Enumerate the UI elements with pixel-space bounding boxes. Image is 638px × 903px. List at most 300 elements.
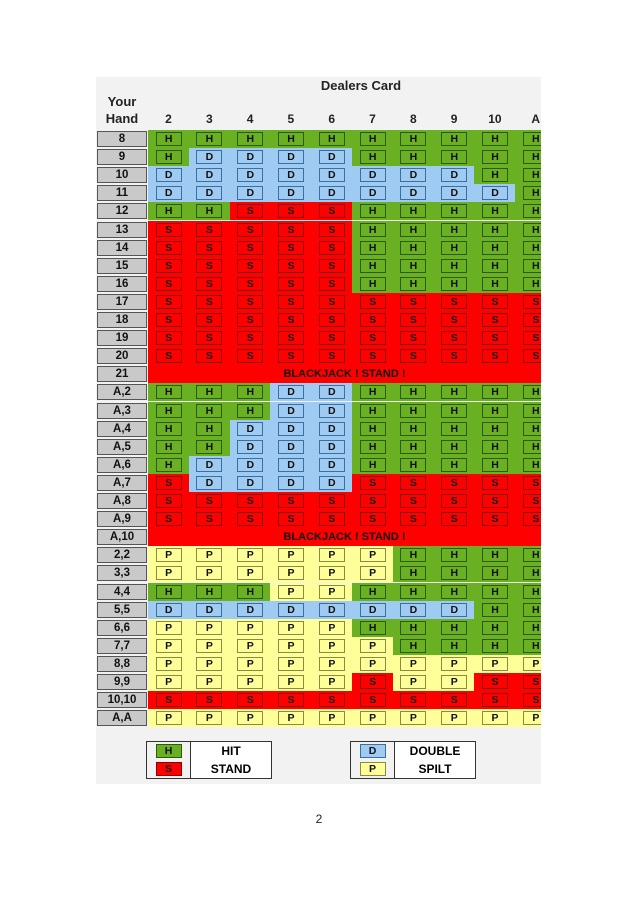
hand-label: 20 [97, 348, 147, 364]
strategy-cell [230, 311, 271, 329]
strategy-cell [393, 420, 434, 438]
action-code: H [360, 150, 386, 164]
action-code: S [156, 259, 182, 273]
strategy-cell [434, 564, 475, 582]
strategy-cell [311, 130, 352, 148]
dealer-card-header: 3 [205, 112, 213, 126]
strategy-cell [434, 492, 475, 510]
action-code: D [196, 150, 222, 164]
action-code: H [523, 385, 541, 399]
action-code: H [237, 385, 263, 399]
hand-label: A,2 [97, 384, 147, 400]
action-code: S [156, 512, 182, 526]
strategy-cell [189, 257, 230, 275]
action-code: H [360, 259, 386, 273]
action-code: S [319, 259, 345, 273]
dealer-card-header: 8 [409, 112, 417, 126]
action-code: P [319, 657, 345, 671]
action-code: S [319, 313, 345, 327]
hand-label: 13 [97, 222, 147, 238]
action-code: D [278, 603, 304, 617]
strategy-cell [474, 709, 515, 727]
strategy-cell [189, 673, 230, 691]
strategy-cell [230, 383, 271, 401]
strategy-cell [311, 239, 352, 257]
action-code: S [400, 494, 426, 508]
action-code: H [400, 621, 426, 635]
action-code: P [196, 675, 222, 689]
strategy-cell [311, 492, 352, 510]
action-code: S [523, 295, 541, 309]
strategy-cell [270, 709, 311, 727]
hand-label: 9 [97, 149, 147, 165]
action-code: H [360, 385, 386, 399]
strategy-cell [270, 492, 311, 510]
hand-label: A,8 [97, 493, 147, 509]
action-code: S [156, 494, 182, 508]
strategy-cell [148, 637, 189, 655]
strategy-cell [189, 383, 230, 401]
action-code: S [441, 494, 467, 508]
strategy-cell [148, 456, 189, 474]
strategy-cell [474, 474, 515, 492]
strategy-cell [393, 583, 434, 601]
strategy-cell [189, 130, 230, 148]
strategy-cell [311, 438, 352, 456]
strategy-cell [515, 673, 541, 691]
action-code: D [319, 422, 345, 436]
action-code: S [278, 223, 304, 237]
action-code: H [400, 566, 426, 580]
action-code: D [360, 603, 386, 617]
strategy-cell [270, 474, 311, 492]
strategy-cell [474, 257, 515, 275]
action-code: H [523, 277, 541, 291]
strategy-cell [311, 619, 352, 637]
strategy-cell [515, 402, 541, 420]
action-code: D [400, 603, 426, 617]
action-code: H [156, 458, 182, 472]
strategy-cell [230, 202, 271, 220]
action-code: H [441, 422, 467, 436]
action-code: H [156, 385, 182, 399]
action-code: D [237, 422, 263, 436]
hand-label: 17 [97, 294, 147, 310]
action-code: D [196, 458, 222, 472]
strategy-cell [311, 221, 352, 239]
action-code: H [400, 440, 426, 454]
action-code: S [278, 512, 304, 526]
strategy-cell [311, 673, 352, 691]
strategy-cell [434, 221, 475, 239]
hand-label: 10,10 [97, 692, 147, 708]
strategy-cell [352, 709, 393, 727]
strategy-cell [270, 619, 311, 637]
action-code: P [360, 566, 386, 580]
strategy-cell [474, 691, 515, 709]
legend-label-split: SPILT [395, 760, 475, 778]
action-code: H [196, 385, 222, 399]
action-code: S [400, 349, 426, 363]
action-code: H [196, 422, 222, 436]
action-code: D [278, 476, 304, 490]
strategy-cell [352, 510, 393, 528]
strategy-cell [148, 130, 189, 148]
action-code: P [278, 675, 304, 689]
action-code: H [400, 385, 426, 399]
dealer-card-header: 5 [287, 112, 295, 126]
strategy-cell [474, 601, 515, 619]
strategy-cell [515, 619, 541, 637]
strategy-cell [311, 637, 352, 655]
action-code: H [523, 241, 541, 255]
legend-item-stand [147, 760, 271, 778]
action-code: H [441, 458, 467, 472]
action-code: D [278, 150, 304, 164]
action-code: H [237, 132, 263, 146]
strategy-cell [311, 275, 352, 293]
strategy-cell [393, 474, 434, 492]
action-code: D [196, 186, 222, 200]
strategy-cell [434, 673, 475, 691]
strategy-cell [474, 311, 515, 329]
strategy-cell [270, 637, 311, 655]
strategy-cell [230, 166, 271, 184]
hand-label: A,4 [97, 421, 147, 437]
strategy-cell [434, 275, 475, 293]
strategy-cell [148, 293, 189, 311]
action-code: P [156, 548, 182, 562]
strategy-cell [515, 148, 541, 166]
action-code: H [482, 241, 508, 255]
action-code: S [237, 349, 263, 363]
action-code: D [278, 422, 304, 436]
action-code: H [400, 259, 426, 273]
action-code: H [523, 548, 541, 562]
action-code: H [441, 241, 467, 255]
strategy-cell [189, 492, 230, 510]
legend-swatch-stand: S [147, 760, 191, 778]
strategy-cell [474, 583, 515, 601]
strategy-cell [189, 239, 230, 257]
strategy-cell [474, 275, 515, 293]
your-hand-label-bottom: Hand [105, 111, 139, 126]
action-code: D [400, 186, 426, 200]
action-code: P [400, 657, 426, 671]
action-code: P [196, 566, 222, 580]
action-code: H [482, 204, 508, 218]
strategy-cell [434, 130, 475, 148]
strategy-cell [474, 564, 515, 582]
action-code: D [319, 150, 345, 164]
dealer-card-header: 6 [328, 112, 336, 126]
strategy-cell [434, 456, 475, 474]
action-code: P [319, 548, 345, 562]
action-code: H [400, 585, 426, 599]
hand-label: 5,5 [97, 602, 147, 618]
strategy-cell [393, 221, 434, 239]
action-code: S [319, 349, 345, 363]
action-code: P [196, 621, 222, 635]
action-code: H [482, 639, 508, 653]
strategy-cell [189, 166, 230, 184]
action-code: S [523, 494, 541, 508]
strategy-cell [515, 257, 541, 275]
action-code: S [482, 693, 508, 707]
action-code: P [319, 621, 345, 635]
strategy-cell [148, 420, 189, 438]
strategy-cell [434, 184, 475, 202]
action-code: S [196, 512, 222, 526]
strategy-cell [311, 402, 352, 420]
action-code: S [156, 241, 182, 255]
action-code: H [482, 277, 508, 291]
strategy-cell [434, 239, 475, 257]
action-code: P [196, 711, 222, 725]
strategy-cell [352, 655, 393, 673]
hand-label: A,9 [97, 511, 147, 527]
action-code: H [360, 458, 386, 472]
strategy-cell [515, 709, 541, 727]
action-code: S [196, 223, 222, 237]
strategy-cell [230, 583, 271, 601]
strategy-cell [352, 221, 393, 239]
action-code: H [523, 168, 541, 182]
action-code: P [278, 639, 304, 653]
strategy-cell [270, 239, 311, 257]
action-code: H [196, 404, 222, 418]
strategy-cell [352, 329, 393, 347]
strategy-cell [230, 637, 271, 655]
action-code: S [278, 241, 304, 255]
action-code: H [441, 277, 467, 291]
action-code: P [156, 639, 182, 653]
strategy-cell [474, 619, 515, 637]
strategy-cell [148, 329, 189, 347]
strategy-cell [352, 311, 393, 329]
strategy-cell [515, 383, 541, 401]
strategy-cell [311, 383, 352, 401]
strategy-cell [474, 637, 515, 655]
strategy-cell [474, 347, 515, 365]
strategy-cell [474, 239, 515, 257]
action-code: P [278, 711, 304, 725]
action-code: D [319, 404, 345, 418]
action-code: D [156, 168, 182, 182]
action-code: D [237, 476, 263, 490]
action-code: P [196, 639, 222, 653]
strategy-cell [352, 492, 393, 510]
action-code: H [156, 422, 182, 436]
action-code: D [278, 168, 304, 182]
action-code: S [441, 349, 467, 363]
hand-label: A,7 [97, 475, 147, 491]
strategy-cell [515, 601, 541, 619]
action-code: S [360, 313, 386, 327]
action-code: S [482, 331, 508, 345]
legend-label-double: DOUBLE [395, 742, 475, 760]
strategy-cell [270, 601, 311, 619]
strategy-cell [434, 709, 475, 727]
action-code: P [441, 711, 467, 725]
action-code: S [237, 512, 263, 526]
strategy-cell [393, 619, 434, 637]
action-code: S [523, 675, 541, 689]
action-code: H [441, 385, 467, 399]
action-code: H [400, 223, 426, 237]
strategy-cell [352, 166, 393, 184]
action-code: D [237, 458, 263, 472]
strategy-cell [230, 438, 271, 456]
action-code: H [441, 639, 467, 653]
action-code: P [400, 711, 426, 725]
strategy-cell [352, 202, 393, 220]
strategy-cell [515, 655, 541, 673]
strategy-cell [189, 420, 230, 438]
strategy-cell [311, 148, 352, 166]
strategy-cell [434, 546, 475, 564]
action-code: S [237, 277, 263, 291]
action-code: S [400, 331, 426, 345]
strategy-cell [434, 583, 475, 601]
strategy-cell [393, 709, 434, 727]
action-code: D [319, 385, 345, 399]
strategy-cell [230, 619, 271, 637]
action-code: D [441, 603, 467, 617]
action-code: S [400, 693, 426, 707]
strategy-cell [434, 257, 475, 275]
action-code: H [482, 132, 508, 146]
action-code: H [482, 566, 508, 580]
action-code: H [441, 404, 467, 418]
strategy-cell [311, 329, 352, 347]
action-code: H [400, 150, 426, 164]
hand-label: 15 [97, 258, 147, 274]
strategy-cell [393, 293, 434, 311]
strategy-cell [515, 311, 541, 329]
action-code: D [237, 186, 263, 200]
strategy-cell [352, 691, 393, 709]
strategy-cell [515, 130, 541, 148]
strategy-cell [270, 383, 311, 401]
action-code: S [196, 295, 222, 309]
strategy-cell [474, 184, 515, 202]
strategy-cell [393, 673, 434, 691]
action-code: P [237, 548, 263, 562]
dealer-card-header: A [531, 112, 541, 126]
strategy-cell [434, 329, 475, 347]
legend-swatch-double: D [351, 742, 395, 760]
action-code: S [319, 223, 345, 237]
blackjack-stand-banner [148, 365, 541, 383]
strategy-cell [515, 239, 541, 257]
strategy-cell [515, 420, 541, 438]
legend-item-double [351, 742, 475, 760]
action-code: S [360, 476, 386, 490]
dealer-card-header: 7 [369, 112, 376, 126]
strategy-cell [311, 456, 352, 474]
strategy-cell [352, 420, 393, 438]
hand-label: 7,7 [97, 638, 147, 654]
action-code: S [196, 313, 222, 327]
strategy-cell [148, 709, 189, 727]
strategy-cell [515, 474, 541, 492]
strategy-cell [230, 673, 271, 691]
action-code: S [360, 331, 386, 345]
strategy-cell [311, 709, 352, 727]
action-code: P [156, 657, 182, 671]
strategy-cell [270, 184, 311, 202]
action-code: S [278, 277, 304, 291]
strategy-cell [148, 311, 189, 329]
strategy-cell [189, 184, 230, 202]
strategy-cell [230, 402, 271, 420]
action-code: H [400, 422, 426, 436]
legend-label-stand: STAND [191, 760, 271, 778]
action-code: P [237, 566, 263, 580]
strategy-cell [393, 347, 434, 365]
action-code: H [523, 585, 541, 599]
strategy-cell [474, 673, 515, 691]
hand-label: 2,2 [97, 547, 147, 563]
action-code: D [441, 168, 467, 182]
action-code: S [237, 693, 263, 707]
action-code: S [237, 259, 263, 273]
hand-label: 6,6 [97, 620, 147, 636]
strategy-cell [393, 239, 434, 257]
action-code: S [400, 512, 426, 526]
strategy-cell [189, 709, 230, 727]
strategy-cell [515, 438, 541, 456]
strategy-cell [311, 601, 352, 619]
strategy-cell [148, 691, 189, 709]
strategy-cell [270, 655, 311, 673]
strategy-cell [474, 510, 515, 528]
action-code: S [360, 295, 386, 309]
strategy-cell [230, 275, 271, 293]
strategy-cell [515, 347, 541, 365]
strategy-cell [311, 202, 352, 220]
action-code: P [482, 657, 508, 671]
strategy-cell [311, 166, 352, 184]
action-code: S [156, 277, 182, 291]
strategy-cell [230, 456, 271, 474]
strategy-cell [270, 420, 311, 438]
action-code: P [278, 548, 304, 562]
strategy-cell [352, 619, 393, 637]
strategy-cell [434, 347, 475, 365]
action-code: H [482, 621, 508, 635]
action-code: H [360, 621, 386, 635]
action-code: S [237, 494, 263, 508]
action-code: H [319, 132, 345, 146]
action-code: H [482, 223, 508, 237]
action-code: D [400, 168, 426, 182]
action-code: P [482, 711, 508, 725]
strategy-cell [515, 329, 541, 347]
strategy-cell [230, 655, 271, 673]
strategy-cell [189, 691, 230, 709]
action-code: S [360, 494, 386, 508]
strategy-cell [270, 329, 311, 347]
strategy-cell [189, 456, 230, 474]
strategy-cell [393, 329, 434, 347]
action-code: D [482, 186, 508, 200]
strategy-cell [311, 474, 352, 492]
action-code: D [237, 150, 263, 164]
strategy-cell [311, 583, 352, 601]
action-code: D [196, 476, 222, 490]
